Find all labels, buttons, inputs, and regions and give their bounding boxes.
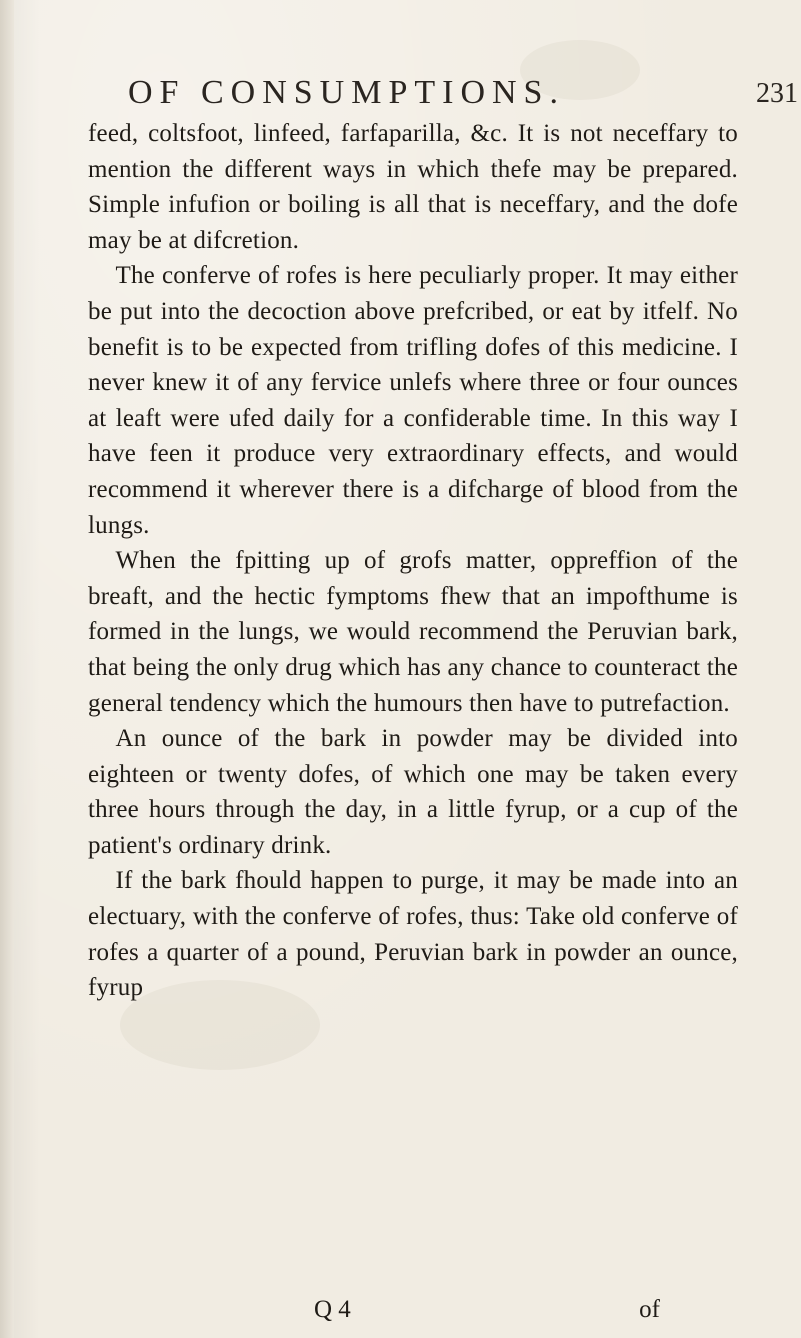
page-header	[128, 74, 798, 114]
running-head: OF CONSUMPTIONS.	[128, 74, 565, 111]
catchword: of	[639, 1296, 660, 1323]
paragraph: When the fpitting up of grofs matter, oppreffion of the breaft, and the hectic fymptoms fhew that an impofthume is formed in the lungs, we would recommend the Peruvian bark, that being the only drug which has any chance to counteract the general tendency which the humours then have to putrefaction.	[88, 547, 738, 717]
paragraph: If the bark fhould happen to purge, it may be made into an electuary, with the conferve of rofes, thus: Take old conferve of rofes a quarter of a pound, Peruvian bark in powder an ounce, fyrup	[88, 867, 738, 1002]
paragraph: An ounce of the bark in powder may be divided into eighteen or twenty dofes, of which one may be taken every three hours through the day, in a little fyrup, or a cup of the patient's ordinary drink.	[88, 725, 738, 859]
page-number: 231	[756, 78, 798, 109]
paragraph: feed, coltsfoot, linfeed, farfaparilla, &c. It is not neceffary to mention the different ways in which thefe may be prepared. Simple infufion or boiling is all that is neceffary, and the dofe may be at difcretion.	[88, 120, 738, 254]
page-gutter	[0, 0, 14, 1338]
page-footer	[88, 1296, 738, 1332]
body-text	[88, 116, 738, 1006]
paragraph: The conferve of rofes is here peculiarly proper. It may either be put into the decoction above prefcribed, or eat by itfelf. No benefit is to be expected from trifling dofes of this medicine. I never knew it of any fervice unlefs where three or four ounces at leaft were ufed daily for a confiderable time. In this way I have feen it produce very extraordinary effects, and would recommend it wherever there is a difcharge of blood from the lungs.	[88, 262, 738, 539]
signature-mark: Q 4	[314, 1296, 351, 1323]
